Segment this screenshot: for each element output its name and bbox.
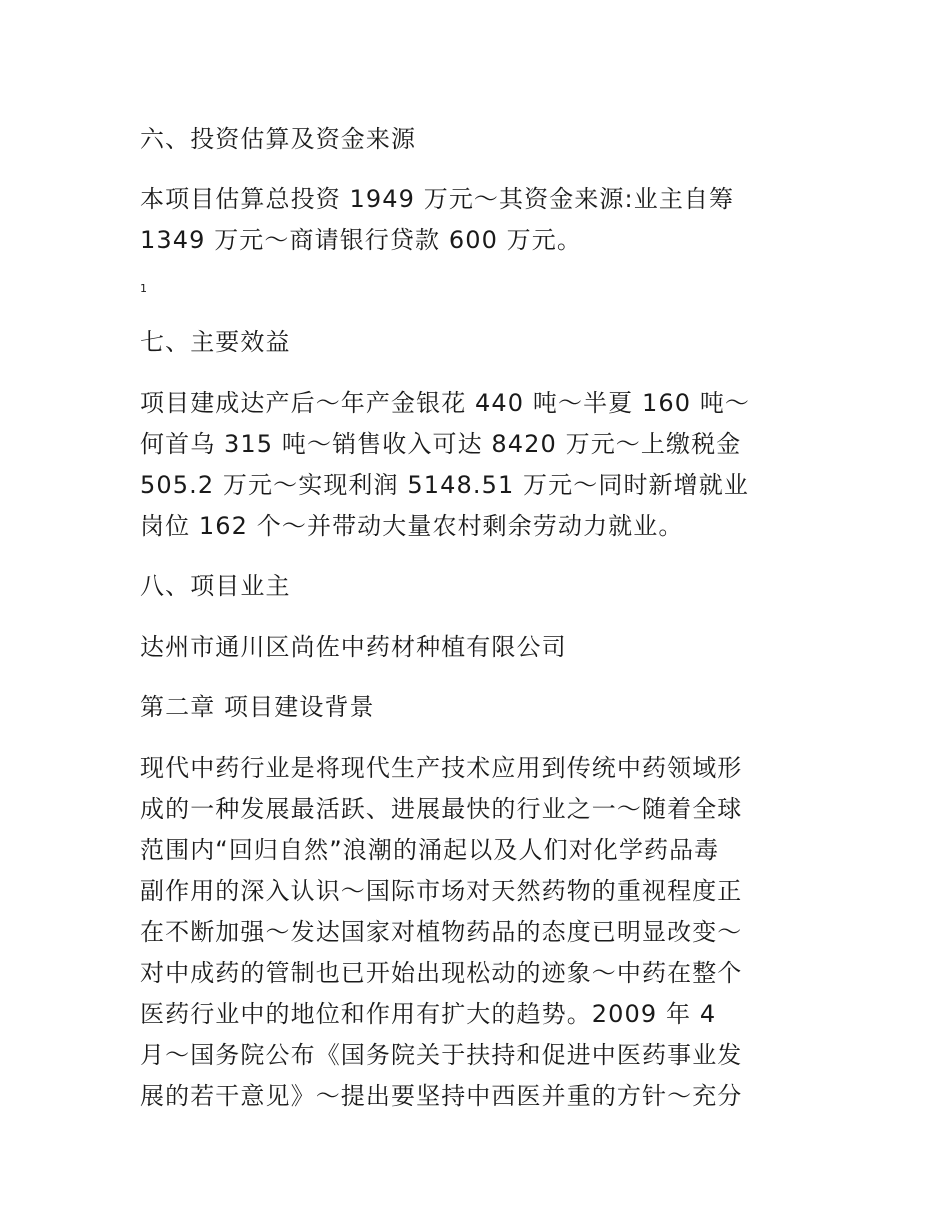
chapter2-text-line-5: 在不断加强～发达国家对植物药品的态度已明显改变～: [140, 918, 743, 946]
chapter2-text-line-8: 月～国务院公布《国务院关于扶持和促进中医药事业发: [140, 1041, 743, 1069]
investment-text-line-2: 1349 万元～商请银行贷款 600 万元。: [140, 226, 582, 254]
benefits-text-line-3: 505.2 万元～实现利润 5148.51 万元～同时新增就业: [140, 471, 749, 499]
chapter2-text-line-9: 展的若干意见》～提出要坚持中西医并重的方针～充分: [140, 1082, 743, 1110]
section-heading-investment: 六、投资估算及资金来源: [140, 125, 417, 153]
chapter2-text-line-3: 范围内“回归自然”浪潮的涌起以及人们对化学药品毒: [140, 836, 720, 864]
chapter2-text-line-1: 现代中药行业是将现代生产技术应用到传统中药领域形: [140, 754, 743, 782]
chapter-heading-2: 第二章 项目建设背景: [140, 693, 375, 721]
section-heading-owner: 八、项目业主: [140, 572, 291, 600]
owner-name: 达州市通川区尚佐中药材种植有限公司: [140, 633, 567, 661]
investment-text-line-1: 本项目估算总投资 1949 万元～其资金来源:业主自筹: [140, 185, 735, 213]
chapter2-text-line-2: 成的一种发展最活跃、进展最快的行业之一～随着全球: [140, 795, 743, 823]
chapter2-text-line-7: 医药行业中的地位和作用有扩大的趋势。2009 年 4: [140, 1000, 717, 1028]
footnote-marker: 1: [140, 282, 147, 295]
benefits-text-line-4: 岗位 162 个～并带动大量农村剩余劳动力就业。: [140, 512, 684, 540]
chapter2-text-line-4: 副作用的深入认识～国际市场对天然药物的重视程度正: [140, 877, 743, 905]
chapter2-text-line-6: 对中成药的管制也已开始出现松动的迹象～中药在整个: [140, 959, 743, 987]
benefits-text-line-2: 何首乌 315 吨～销售收入可达 8420 万元～上缴税金: [140, 430, 742, 458]
section-heading-benefits: 七、主要效益: [140, 328, 291, 356]
benefits-text-line-1: 项目建成达产后～年产金银花 440 吨～半夏 160 吨～: [140, 389, 751, 417]
